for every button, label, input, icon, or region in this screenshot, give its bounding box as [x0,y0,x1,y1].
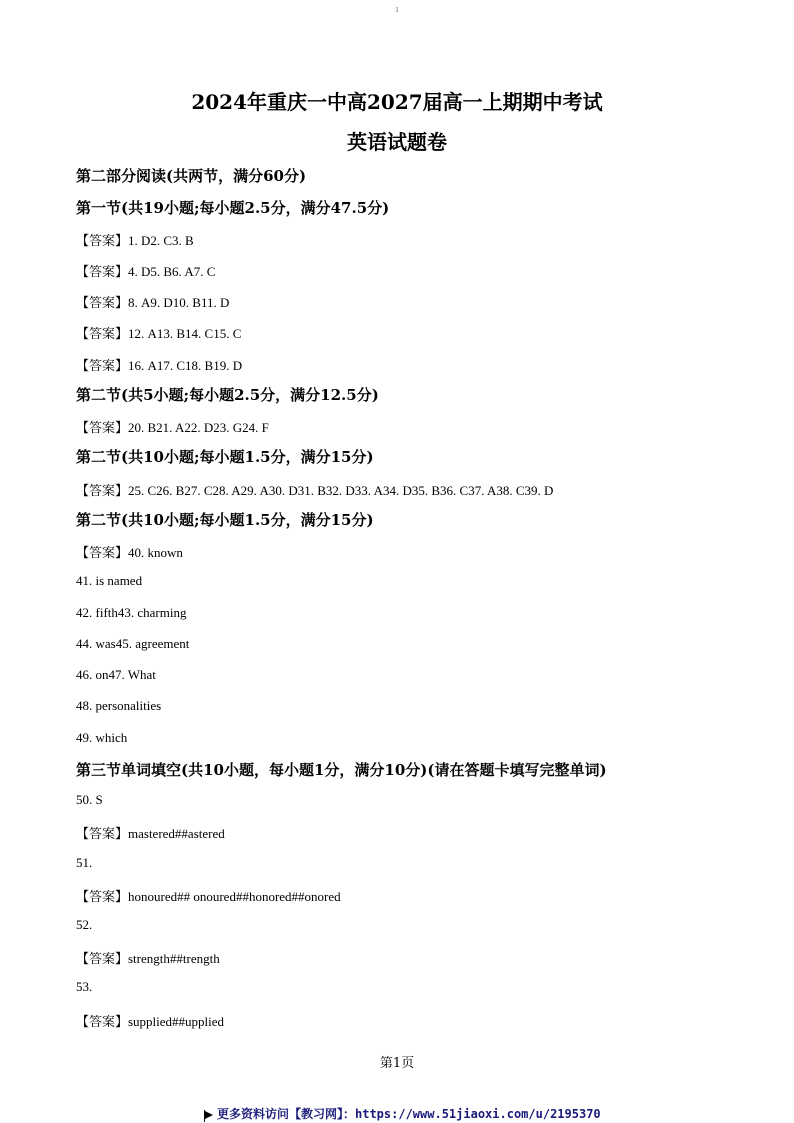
answer-line: 50. S [76,792,103,807]
answer-line: 【答案】supplied##upplied [76,1014,225,1029]
answer-line: 【答案】mastered##astered [76,826,225,841]
answer-line: 【答案】16. A17. C18. B19. D [76,358,243,373]
answer-line: 【答案】4. D5. B6. A7. C [76,264,216,279]
answer-line: 【答案】20. B21. A22. D23. G24. F [76,420,269,435]
answer-line: 42. fifth43. charming [76,605,187,620]
section-heading: 第二节(共10小题;每小题1.5分，满分15分) [76,448,374,466]
answer-line: 【答案】strength##trength [76,951,220,966]
answer-line: 46. on47. What [76,667,156,682]
answer-line: 【答案】40. known [76,545,183,560]
answer-line: 44. was45. agreement [76,636,190,651]
answer-line: 51. [76,855,93,870]
answer-line: 【答案】12. A13. B14. C15. C [76,326,242,341]
page-top-mark: 1 [395,6,399,14]
answer-line: 49. which [76,730,128,745]
page-number: 第1页 [379,1056,415,1071]
answer-line: 48. personalities [76,698,162,713]
answer-line: 【答案】honoured## onoured##honored##onored [76,889,341,904]
footer-link[interactable] [205,1105,601,1122]
section-heading: 第二部分阅读(共两节，满分60分) [76,167,307,185]
answer-line: 【答案】1. D2. C3. B [76,233,194,248]
section-heading: 第一节(共19小题;每小题2.5分，满分47.5分) [76,199,390,217]
footer-link-text[interactable]: 更多资料访问【教习网】：https://www.51jiaoxi.com/u/2195370 [217,1107,601,1121]
flag-icon [205,1111,213,1119]
answer-line: 52. [76,917,93,932]
section-heading: 第二节(共5小题;每小题2.5分，满分12.5分) [76,386,379,404]
answer-line: 41. is named [76,573,143,588]
answer-line: 53. [76,979,93,994]
section-heading: 第二节(共10小题;每小题1.5分，满分15分) [76,511,374,529]
section-heading: 第三节单词填空(共10小题，每小题1分，满分10分)(请在答题卡填写完整单词) [76,761,607,779]
exam-subtitle: 英语试题卷 [347,130,447,154]
answer-line: 【答案】25. C26. B27. C28. A29. A30. D31. B32. D33. A34. D35. B36. C37. A38. C39. D [76,483,554,498]
exam-title: 2024年重庆一中高2027届高一上期期中考试 [191,90,603,114]
answer-line: 【答案】8. A9. D10. B11. D [76,295,230,310]
